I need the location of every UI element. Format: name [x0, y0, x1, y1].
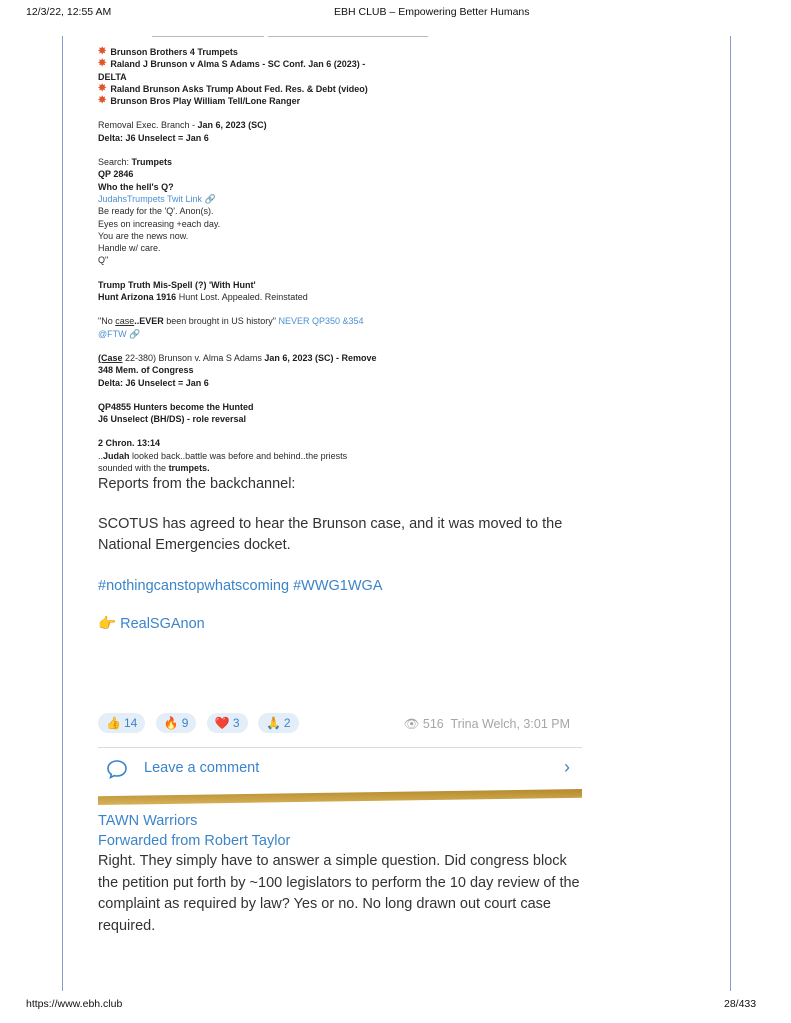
gold-divider-bar — [98, 789, 582, 805]
burst-icon: ✸ — [98, 58, 107, 70]
ftw-link[interactable]: @FTW 🔗 — [98, 328, 141, 339]
case-line: 348 Mem. of Congress — [98, 365, 194, 376]
chron-line: 2 Chron. 13:14 — [98, 438, 161, 449]
list-item[interactable]: ✸ Brunson Brothers 4 Trumpets — [98, 46, 238, 57]
j6-line: J6 Unselect (BH/DS) - role reversal — [98, 414, 247, 425]
chevron-right-icon: › — [564, 757, 570, 777]
qp4855-line: QP4855 Hunters become the Hunted — [98, 401, 254, 412]
judah-line: ..Judah looked back..battle was before and behind..the priests — [98, 450, 348, 461]
pointing-hand-icon: 👉 — [98, 616, 117, 633]
qp-link[interactable]: NEVER QP350 &354 — [278, 316, 364, 327]
reaction-pray[interactable]: 🙏 2 — [258, 713, 299, 733]
comment-divider — [98, 747, 582, 748]
post-2-body — [98, 811, 582, 937]
thumbs-up-icon: 👍 — [106, 716, 121, 730]
hashtags[interactable]: #nothingcanstopwhatscoming #WWG1WGA — [98, 578, 383, 595]
top-divider — [268, 36, 428, 37]
case-line: (Case 22-380) Brunson v. Alma S Adams Jan 6, 2023 (SC) - Remove — [98, 352, 377, 363]
delta-line: Delta: J6 Unselect = Jan 6 — [98, 377, 209, 388]
reaction-thumbs-up[interactable]: 👍 14 — [98, 713, 145, 733]
print-url: https://www.ebh.club — [26, 998, 123, 1010]
post-meta — [404, 717, 570, 732]
pray-icon: 🙏 — [265, 716, 281, 730]
left-border-line — [62, 36, 63, 991]
fire-icon: 🔥 — [163, 716, 179, 730]
post-2-text: Right. They simply have to answer a simple question. Did congress block the petition put forth by ~100 legislators to perform the 10 day review of the complaint as required by law? Yes or no. No long drawn out court case required. — [98, 853, 580, 934]
burst-icon: ✸ — [98, 82, 107, 94]
search-line: Search: Trumpets — [98, 157, 173, 168]
reaction-fire[interactable]: 🔥 9 — [156, 713, 197, 733]
twit-link[interactable]: JudahsTrumpets Twit Link 🔗 — [98, 193, 216, 204]
delta-line: Delta: J6 Unselect = Jan 6 — [98, 132, 209, 143]
who-line: Who the hell's Q? — [98, 181, 174, 192]
eye-icon: 👁 — [403, 717, 420, 731]
print-title: EBH CLUB – Empowering Better Humans — [334, 6, 530, 18]
right-border-line — [730, 36, 731, 991]
view-count: 516 — [422, 717, 444, 731]
link-icon: 🔗 — [129, 328, 141, 339]
link-icon: 🔗 — [204, 193, 216, 204]
list-item[interactable]: ✸ Raland Brunson Asks Trump About Fed. Res. & Debt (video) — [98, 82, 368, 94]
hunt-line: Hunt Arizona 1916 Hunt Lost. Appealed. Reinstated — [98, 292, 308, 303]
qp-number: QP 2846 — [98, 169, 134, 180]
poster-time: Trina Welch, 3:01 PM — [450, 717, 570, 731]
reports-line: Reports from the backchannel: — [98, 476, 296, 493]
quote-line: You are the news now. — [98, 230, 189, 241]
leave-comment-label: Leave a comment — [144, 760, 260, 776]
quote-line: Eyes on increasing +each day. — [98, 218, 221, 229]
removal-line: Removal Exec. Branch - Jan 6, 2023 (SC) — [98, 120, 267, 131]
no-case-line: "No case..EVER been brought in US history" NEVER QP350 &354 — [98, 316, 364, 327]
print-datetime: 12/3/22, 12:55 AM — [26, 6, 112, 18]
author-signature[interactable]: 👉 RealSGAnon — [98, 616, 205, 633]
print-page-number: 28/433 — [724, 998, 757, 1010]
burst-icon: ✸ — [98, 95, 107, 107]
heart-icon: ❤️ — [214, 716, 230, 730]
list-item[interactable]: ✸ Raland J Brunson v Alma S Adams - SC Conf. Jan 6 (2023) - — [98, 58, 366, 70]
forwarded-from[interactable]: Forwarded from Robert Taylor — [98, 833, 291, 849]
top-divider — [152, 36, 264, 37]
reaction-heart[interactable]: ❤️ 3 — [207, 713, 248, 733]
quote-line: Q" — [98, 255, 109, 266]
reactions-row — [98, 713, 582, 739]
comment-bubble-icon — [106, 758, 128, 780]
list-item[interactable]: ✸ Brunson Bros Play William Tell/Lone Ranger — [98, 95, 301, 107]
leave-comment-button[interactable] — [98, 754, 582, 784]
burst-icon: ✸ — [98, 46, 107, 57]
quote-line: Handle w/ care. — [98, 243, 161, 254]
trump-truth-line: Trump Truth Mis-Spell (?) 'With Hunt' — [98, 279, 256, 290]
post-1-body — [98, 46, 582, 634]
list-item-continuation: DELTA — [98, 71, 127, 82]
scotus-text: SCOTUS has agreed to hear the Brunson case, and it was moved to the National Emergencies docket. — [98, 516, 563, 554]
sounded-line: sounded with the trumpets. — [98, 463, 210, 474]
channel-name[interactable]: TAWN Warriors — [98, 813, 198, 829]
quote-line: Be ready for the 'Q'. Anon(s). — [98, 206, 214, 217]
